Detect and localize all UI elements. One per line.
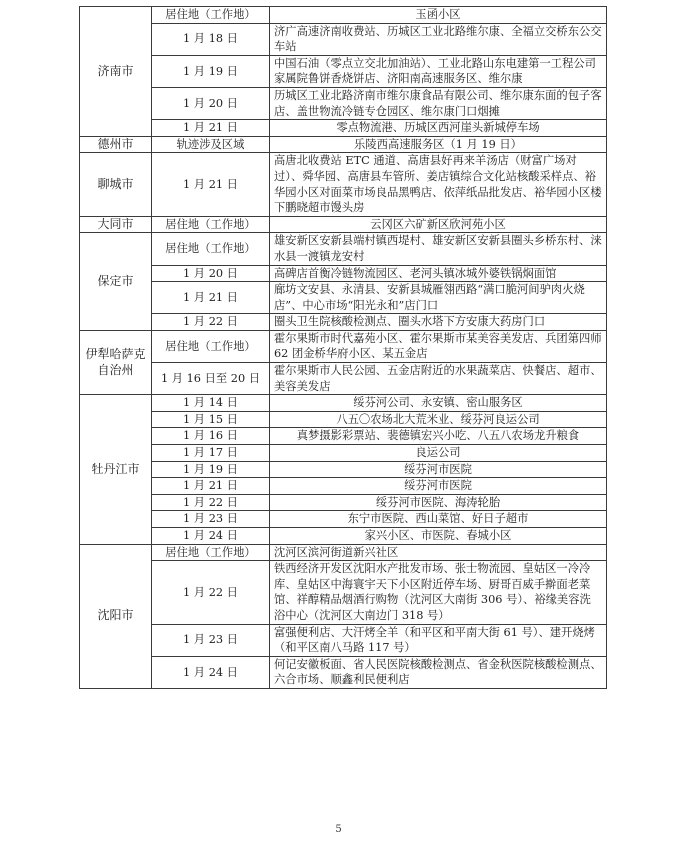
- date-cell: 1 月 22 日: [152, 561, 270, 624]
- date-cell: 1 月 16 日至 20 日: [152, 363, 270, 395]
- table-row: [80, 23, 607, 55]
- table-row: [80, 330, 607, 362]
- location-cell: 高唐北收费站 ETC 通道、高唐县好再来羊汤店（财富广场对过）、舜华园、高唐县车管所、姜店镇综合文化站核酸采样点、裕华园小区对面菜市场良品黑鸭店、依萍纸品批发店、裕华园小区楼下鹏晓超市馒头房: [270, 153, 607, 216]
- date-cell: 居住地（工作地）: [152, 7, 270, 24]
- date-cell: 轨迹涉及区域: [152, 136, 270, 153]
- date-cell: 1 月 21 日: [152, 282, 270, 314]
- table-row: [80, 511, 607, 528]
- table-row: [80, 87, 607, 119]
- table-row: [80, 428, 607, 445]
- date-cell: 居住地（工作地）: [152, 216, 270, 233]
- date-cell: 1 月 23 日: [152, 511, 270, 528]
- date-cell: 1 月 20 日: [152, 87, 270, 119]
- city-mudanjiang: 牡丹江市: [80, 395, 152, 544]
- table-row: [80, 461, 607, 478]
- table-row: [80, 153, 607, 216]
- location-cell: 东宁市医院、西山菜馆、好日子超市: [270, 511, 607, 528]
- location-cell: 富强便利店、大汗烤全羊（和平区和平南大街 61 号）、建开烧烤（和平区南八马路 117 号）: [270, 624, 607, 656]
- location-cell: 济广高速济南收费站、历城区工业北路维尔康、全福立交桥东公交车站: [270, 23, 607, 55]
- date-cell: 1 月 17 日: [152, 445, 270, 462]
- table-row: [80, 656, 607, 688]
- location-cell: 霍尔果斯市人民公园、五金店附近的水果蔬菜店、快餐店、超市、美容美发店: [270, 363, 607, 395]
- table-row: [80, 216, 607, 233]
- table-row: [80, 395, 607, 412]
- location-cell: 良运公司: [270, 445, 607, 462]
- location-cell: 真梦摄影彩票站、裴德镇宏兴小吃、八五八农场龙升粮食: [270, 428, 607, 445]
- date-cell: 1 月 24 日: [152, 656, 270, 688]
- date-cell: 居住地（工作地）: [152, 330, 270, 362]
- table-row: [80, 528, 607, 545]
- table-row: [80, 478, 607, 495]
- location-cell: 雄安新区安新县端村镇西堤村、雄安新区安新县圈头乡桥东村、涞水县一渡镇龙安村: [270, 233, 607, 265]
- table-row: [80, 445, 607, 462]
- date-cell: 1 月 18 日: [152, 23, 270, 55]
- location-cell: 八五〇农场北大荒米业、绥芬河良运公司: [270, 411, 607, 428]
- location-cell: 绥芬河市医院、海涛轮胎: [270, 494, 607, 511]
- location-cell: 零点物流港、历城区西河崖头新城停车场: [270, 120, 607, 137]
- location-cell: 玉函小区: [270, 7, 607, 24]
- date-cell: 居住地（工作地）: [152, 233, 270, 265]
- city-datong: 大同市: [80, 216, 152, 233]
- location-cell: 云冈区六矿新区欣河苑小区: [270, 216, 607, 233]
- location-cell: 乐陵西高速服务区（1 月 19 日）: [270, 136, 607, 153]
- table-row: [80, 624, 607, 656]
- date-cell: 居住地（工作地）: [152, 544, 270, 561]
- date-cell: 1 月 19 日: [152, 461, 270, 478]
- date-cell: 1 月 14 日: [152, 395, 270, 412]
- date-cell: 1 月 23 日: [152, 624, 270, 656]
- page-number: 5: [335, 824, 342, 835]
- table-row: [80, 7, 607, 24]
- date-cell: 1 月 21 日: [152, 478, 270, 495]
- location-cell: 家兴小区、市医院、春城小区: [270, 528, 607, 545]
- location-cell: 何记安徽板面、省人民医院核酸检测点、省金秋医院核酸检测点、六合市场、顺鑫利民便利店: [270, 656, 607, 688]
- location-cell: 绥芬河市医院: [270, 461, 607, 478]
- table-row: [80, 120, 607, 137]
- date-cell: 1 月 19 日: [152, 55, 270, 87]
- location-cell: 廊坊文安县、永清县、安新县城雁翎西路“满口脆河间驴肉火烧店”、中心市场“阳光永和”店门口: [270, 282, 607, 314]
- date-cell: 1 月 22 日: [152, 314, 270, 331]
- location-cell: 历城区工业北路济南市维尔康食品有限公司、维尔康东面的包子客店、盖世物流冷链专仓园区、维尔康门口烟摊: [270, 87, 607, 119]
- table-row: [80, 494, 607, 511]
- trajectory-table: [79, 6, 607, 689]
- city-liaocheng: 聊城市: [80, 153, 152, 216]
- location-cell: 铁西经济开发区沈阳水产批发市场、张士物流园、皇姑区一冷冷库、皇姑区中海寰宇天下小区附近停车场、厨哥百威手擀面老菜馆、祥醇精品烟酒行购物（沈河区大南街 306 号）、裕缘美容洗浴中心（沈河区大南边门 318 号）: [270, 561, 607, 624]
- location-cell: 绥芬河公司、永安镇、密山服务区: [270, 395, 607, 412]
- table-row: [80, 411, 607, 428]
- date-cell: 1 月 22 日: [152, 494, 270, 511]
- city-jinan: 济南市: [80, 7, 152, 137]
- city-dezhou: 德州市: [80, 136, 152, 153]
- date-cell: 1 月 21 日: [152, 153, 270, 216]
- table-row: [80, 136, 607, 153]
- location-cell: 霍尔果斯市时代嘉苑小区、霍尔果斯市某美容美发店、兵团第四师 62 团金桥华府小区、某五金店: [270, 330, 607, 362]
- location-cell: 沈河区滨河街道新兴社区: [270, 544, 607, 561]
- date-cell: 1 月 16 日: [152, 428, 270, 445]
- location-cell: 圈头卫生院核酸检测点、圈头水塔下方安康大药房门口: [270, 314, 607, 331]
- date-cell: 1 月 15 日: [152, 411, 270, 428]
- table-row: [80, 561, 607, 624]
- location-cell: 中国石油（零点立交北加油站）、工业北路山东电建第一工程公司家属院鲁饼香烧饼店、济阳南高速服务区、维尔康: [270, 55, 607, 87]
- table-row: [80, 314, 607, 331]
- table-row: [80, 55, 607, 87]
- table-row: [80, 544, 607, 561]
- city-baoding: 保定市: [80, 233, 152, 331]
- city-shenyang: 沈阳市: [80, 544, 152, 688]
- date-cell: 1 月 21 日: [152, 120, 270, 137]
- city-ili: 伊犁哈萨克自治州: [80, 330, 152, 394]
- table-row: [80, 282, 607, 314]
- location-cell: 高碑店首衡冷链物流园区、老河头镇冰城外婆铁锅焖面馆: [270, 265, 607, 282]
- table-row: [80, 233, 607, 265]
- location-cell: 绥芬河市医院: [270, 478, 607, 495]
- date-cell: 1 月 20 日: [152, 265, 270, 282]
- table-row: [80, 265, 607, 282]
- table-row: [80, 363, 607, 395]
- date-cell: 1 月 24 日: [152, 528, 270, 545]
